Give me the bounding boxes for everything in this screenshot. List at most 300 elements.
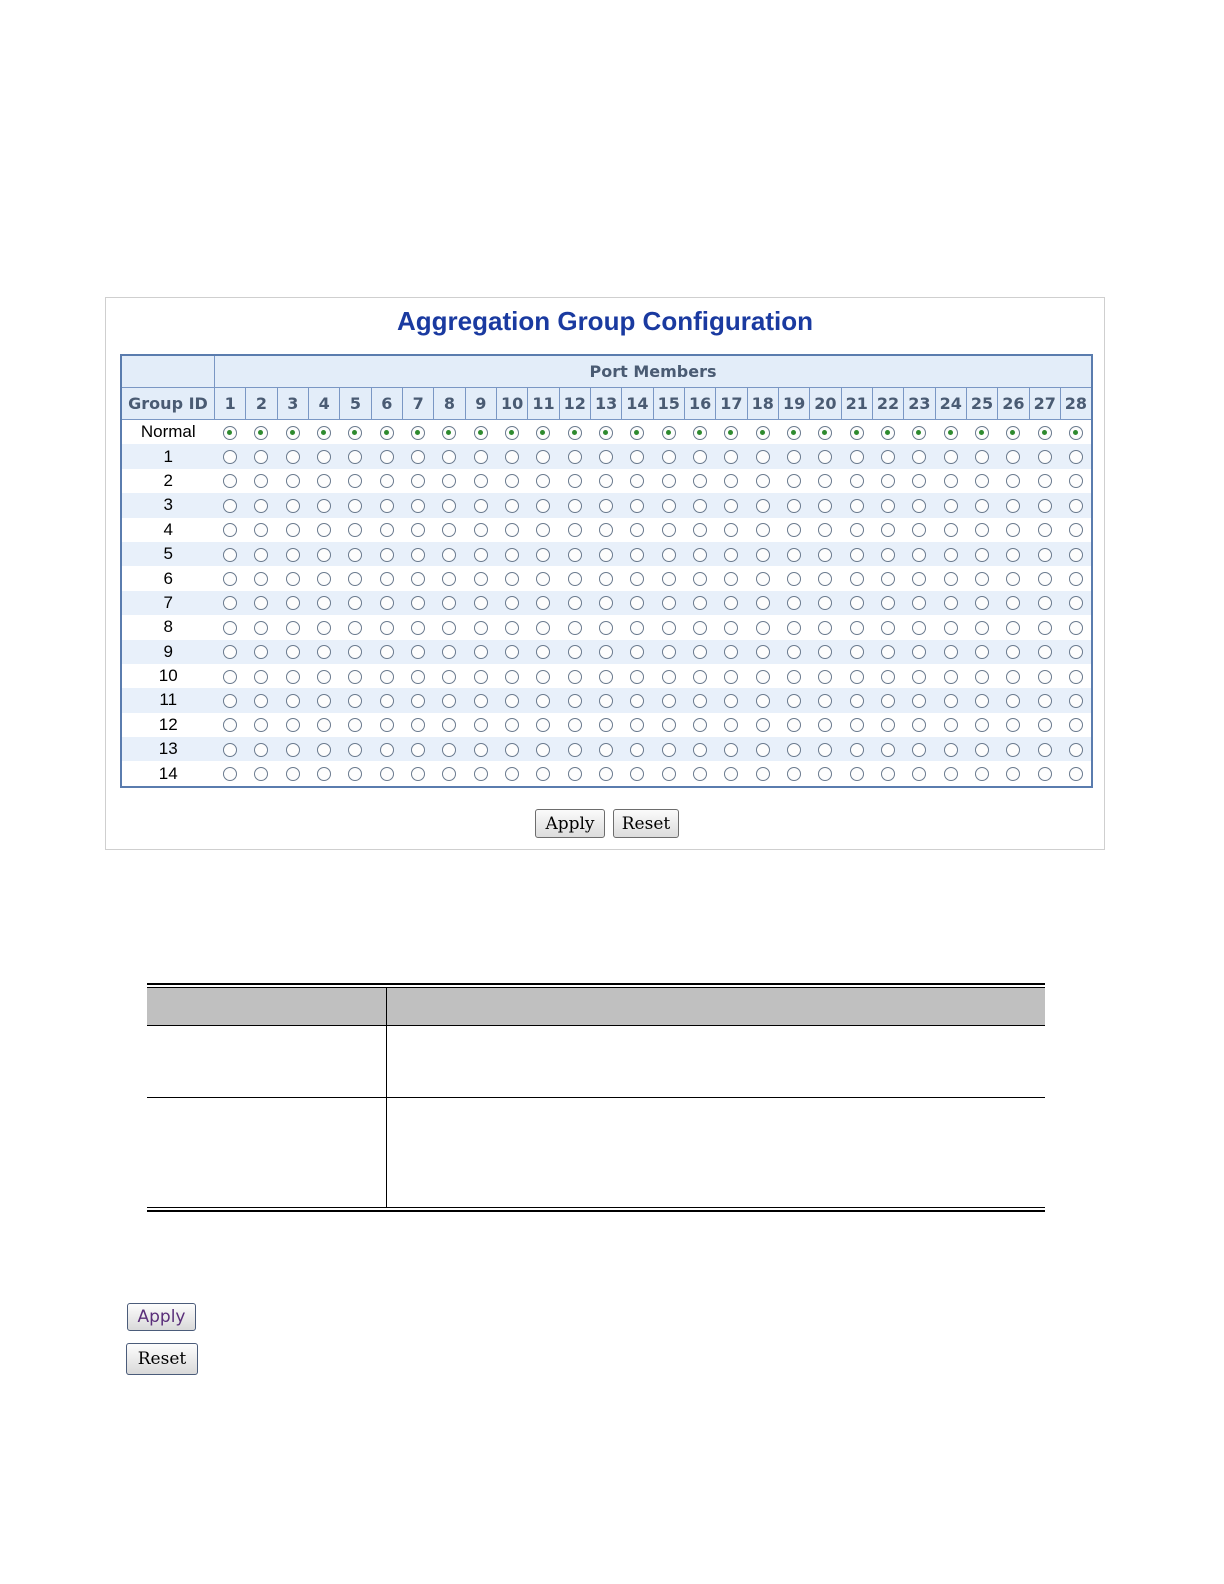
apply-button[interactable]: Apply <box>535 809 605 838</box>
port-radio[interactable] <box>724 548 738 562</box>
port-radio[interactable] <box>348 670 362 684</box>
port-radio[interactable] <box>1069 572 1083 586</box>
port-radio[interactable] <box>599 450 613 464</box>
port-radio[interactable] <box>348 743 362 757</box>
port-radio[interactable] <box>662 572 676 586</box>
port-radio[interactable] <box>380 718 394 732</box>
port-radio[interactable] <box>1038 572 1052 586</box>
reset-button[interactable]: Reset <box>613 809 679 838</box>
port-radio[interactable] <box>1038 718 1052 732</box>
port-radio[interactable] <box>411 694 425 708</box>
port-radio[interactable] <box>756 572 770 586</box>
port-radio[interactable] <box>881 499 895 513</box>
port-radio[interactable] <box>317 596 331 610</box>
port-radio[interactable] <box>944 572 958 586</box>
port-radio[interactable] <box>599 670 613 684</box>
port-radio[interactable] <box>818 426 832 440</box>
port-radio[interactable] <box>474 548 488 562</box>
port-radio[interactable] <box>881 645 895 659</box>
port-radio[interactable] <box>787 645 801 659</box>
port-radio[interactable] <box>850 718 864 732</box>
port-radio[interactable] <box>1069 718 1083 732</box>
port-radio[interactable] <box>599 596 613 610</box>
port-radio[interactable] <box>787 499 801 513</box>
port-radio[interactable] <box>254 499 268 513</box>
port-radio[interactable] <box>756 426 770 440</box>
port-radio[interactable] <box>536 572 550 586</box>
port-radio[interactable] <box>881 548 895 562</box>
port-radio[interactable] <box>568 426 582 440</box>
port-radio[interactable] <box>380 743 394 757</box>
port-radio[interactable] <box>1069 523 1083 537</box>
port-radio[interactable] <box>1038 499 1052 513</box>
port-radio[interactable] <box>254 572 268 586</box>
port-radio[interactable] <box>912 572 926 586</box>
port-radio[interactable] <box>1069 670 1083 684</box>
port-radio[interactable] <box>881 426 895 440</box>
port-radio[interactable] <box>662 743 676 757</box>
port-radio[interactable] <box>536 694 550 708</box>
port-radio[interactable] <box>411 670 425 684</box>
port-radio[interactable] <box>787 694 801 708</box>
port-radio[interactable] <box>536 718 550 732</box>
port-radio[interactable] <box>223 474 237 488</box>
port-radio[interactable] <box>442 670 456 684</box>
port-radio[interactable] <box>724 621 738 635</box>
port-radio[interactable] <box>912 523 926 537</box>
port-radio[interactable] <box>1038 621 1052 635</box>
port-radio[interactable] <box>536 499 550 513</box>
port-radio[interactable] <box>536 670 550 684</box>
port-radio[interactable] <box>317 718 331 732</box>
port-radio[interactable] <box>348 694 362 708</box>
port-radio[interactable] <box>724 499 738 513</box>
port-radio[interactable] <box>818 548 832 562</box>
port-radio[interactable] <box>286 743 300 757</box>
port-radio[interactable] <box>442 474 456 488</box>
port-radio[interactable] <box>568 474 582 488</box>
port-radio[interactable] <box>317 670 331 684</box>
port-radio[interactable] <box>1069 499 1083 513</box>
port-radio[interactable] <box>693 426 707 440</box>
port-radio[interactable] <box>286 499 300 513</box>
port-radio[interactable] <box>912 767 926 781</box>
port-radio[interactable] <box>1069 450 1083 464</box>
port-radio[interactable] <box>756 523 770 537</box>
port-radio[interactable] <box>568 718 582 732</box>
port-radio[interactable] <box>912 670 926 684</box>
port-radio[interactable] <box>568 670 582 684</box>
port-radio[interactable] <box>380 523 394 537</box>
port-radio[interactable] <box>474 474 488 488</box>
port-radio[interactable] <box>286 621 300 635</box>
port-radio[interactable] <box>756 450 770 464</box>
port-radio[interactable] <box>474 450 488 464</box>
port-radio[interactable] <box>411 718 425 732</box>
port-radio[interactable] <box>662 426 676 440</box>
port-radio[interactable] <box>505 450 519 464</box>
port-radio[interactable] <box>442 523 456 537</box>
port-radio[interactable] <box>975 499 989 513</box>
port-radio[interactable] <box>442 718 456 732</box>
port-radio[interactable] <box>474 596 488 610</box>
port-radio[interactable] <box>975 694 989 708</box>
port-radio[interactable] <box>442 572 456 586</box>
port-radio[interactable] <box>411 743 425 757</box>
port-radio[interactable] <box>505 621 519 635</box>
port-radio[interactable] <box>850 645 864 659</box>
port-radio[interactable] <box>724 767 738 781</box>
port-radio[interactable] <box>286 450 300 464</box>
port-radio[interactable] <box>536 523 550 537</box>
port-radio[interactable] <box>944 523 958 537</box>
port-radio[interactable] <box>568 621 582 635</box>
port-radio[interactable] <box>850 572 864 586</box>
port-radio[interactable] <box>1006 450 1020 464</box>
port-radio[interactable] <box>411 572 425 586</box>
port-radio[interactable] <box>756 767 770 781</box>
port-radio[interactable] <box>787 621 801 635</box>
port-radio[interactable] <box>975 474 989 488</box>
port-radio[interactable] <box>850 474 864 488</box>
port-radio[interactable] <box>850 499 864 513</box>
port-radio[interactable] <box>599 572 613 586</box>
port-radio[interactable] <box>568 767 582 781</box>
port-radio[interactable] <box>630 718 644 732</box>
port-radio[interactable] <box>317 767 331 781</box>
port-radio[interactable] <box>411 523 425 537</box>
port-radio[interactable] <box>536 596 550 610</box>
port-radio[interactable] <box>317 450 331 464</box>
port-radio[interactable] <box>254 670 268 684</box>
port-radio[interactable] <box>1069 743 1083 757</box>
port-radio[interactable] <box>912 426 926 440</box>
port-radio[interactable] <box>348 426 362 440</box>
port-radio[interactable] <box>662 767 676 781</box>
port-radio[interactable] <box>724 474 738 488</box>
port-radio[interactable] <box>1006 767 1020 781</box>
port-radio[interactable] <box>411 499 425 513</box>
port-radio[interactable] <box>348 572 362 586</box>
port-radio[interactable] <box>630 621 644 635</box>
port-radio[interactable] <box>1069 426 1083 440</box>
port-radio[interactable] <box>693 694 707 708</box>
port-radio[interactable] <box>474 670 488 684</box>
port-radio[interactable] <box>1006 596 1020 610</box>
port-radio[interactable] <box>881 523 895 537</box>
port-radio[interactable] <box>850 767 864 781</box>
port-radio[interactable] <box>474 743 488 757</box>
port-radio[interactable] <box>223 767 237 781</box>
port-radio[interactable] <box>944 474 958 488</box>
port-radio[interactable] <box>944 670 958 684</box>
port-radio[interactable] <box>818 450 832 464</box>
port-radio[interactable] <box>317 621 331 635</box>
port-radio[interactable] <box>787 572 801 586</box>
port-radio[interactable] <box>254 450 268 464</box>
port-radio[interactable] <box>1069 474 1083 488</box>
port-radio[interactable] <box>693 572 707 586</box>
port-radio[interactable] <box>944 499 958 513</box>
port-radio[interactable] <box>756 645 770 659</box>
port-radio[interactable] <box>787 596 801 610</box>
port-radio[interactable] <box>568 499 582 513</box>
port-radio[interactable] <box>818 572 832 586</box>
port-radio[interactable] <box>411 450 425 464</box>
port-radio[interactable] <box>944 548 958 562</box>
port-radio[interactable] <box>756 743 770 757</box>
port-radio[interactable] <box>818 694 832 708</box>
port-radio[interactable] <box>380 474 394 488</box>
port-radio[interactable] <box>1069 621 1083 635</box>
port-radio[interactable] <box>1006 548 1020 562</box>
apply-button-legend[interactable]: Apply <box>127 1303 196 1331</box>
port-radio[interactable] <box>756 596 770 610</box>
port-radio[interactable] <box>850 548 864 562</box>
port-radio[interactable] <box>599 499 613 513</box>
port-radio[interactable] <box>630 767 644 781</box>
port-radio[interactable] <box>630 596 644 610</box>
port-radio[interactable] <box>1006 426 1020 440</box>
port-radio[interactable] <box>286 596 300 610</box>
port-radio[interactable] <box>850 743 864 757</box>
port-radio[interactable] <box>348 523 362 537</box>
port-radio[interactable] <box>505 596 519 610</box>
port-radio[interactable] <box>850 621 864 635</box>
port-radio[interactable] <box>317 474 331 488</box>
port-radio[interactable] <box>1006 670 1020 684</box>
port-radio[interactable] <box>599 426 613 440</box>
port-radio[interactable] <box>756 548 770 562</box>
port-radio[interactable] <box>254 645 268 659</box>
port-radio[interactable] <box>944 450 958 464</box>
port-radio[interactable] <box>505 523 519 537</box>
port-radio[interactable] <box>662 645 676 659</box>
port-radio[interactable] <box>223 548 237 562</box>
port-radio[interactable] <box>411 548 425 562</box>
port-radio[interactable] <box>380 645 394 659</box>
port-radio[interactable] <box>662 474 676 488</box>
port-radio[interactable] <box>223 694 237 708</box>
port-radio[interactable] <box>724 645 738 659</box>
port-radio[interactable] <box>254 767 268 781</box>
port-radio[interactable] <box>286 670 300 684</box>
port-radio[interactable] <box>254 523 268 537</box>
port-radio[interactable] <box>850 670 864 684</box>
port-radio[interactable] <box>223 450 237 464</box>
port-radio[interactable] <box>1038 450 1052 464</box>
port-radio[interactable] <box>536 621 550 635</box>
port-radio[interactable] <box>912 474 926 488</box>
port-radio[interactable] <box>724 743 738 757</box>
port-radio[interactable] <box>223 572 237 586</box>
port-radio[interactable] <box>348 718 362 732</box>
port-radio[interactable] <box>787 450 801 464</box>
port-radio[interactable] <box>756 621 770 635</box>
port-radio[interactable] <box>411 767 425 781</box>
port-radio[interactable] <box>254 596 268 610</box>
port-radio[interactable] <box>536 645 550 659</box>
port-radio[interactable] <box>630 499 644 513</box>
port-radio[interactable] <box>411 474 425 488</box>
port-radio[interactable] <box>568 743 582 757</box>
port-radio[interactable] <box>411 426 425 440</box>
port-radio[interactable] <box>474 767 488 781</box>
port-radio[interactable] <box>693 596 707 610</box>
port-radio[interactable] <box>850 596 864 610</box>
port-radio[interactable] <box>724 670 738 684</box>
port-radio[interactable] <box>474 645 488 659</box>
port-radio[interactable] <box>599 474 613 488</box>
port-radio[interactable] <box>286 767 300 781</box>
port-radio[interactable] <box>411 645 425 659</box>
port-radio[interactable] <box>505 645 519 659</box>
port-radio[interactable] <box>317 572 331 586</box>
port-radio[interactable] <box>944 767 958 781</box>
port-radio[interactable] <box>254 621 268 635</box>
port-radio[interactable] <box>975 645 989 659</box>
port-radio[interactable] <box>850 426 864 440</box>
port-radio[interactable] <box>348 474 362 488</box>
port-radio[interactable] <box>505 499 519 513</box>
port-radio[interactable] <box>380 670 394 684</box>
port-radio[interactable] <box>223 718 237 732</box>
port-radio[interactable] <box>317 645 331 659</box>
port-radio[interactable] <box>1069 767 1083 781</box>
port-radio[interactable] <box>1038 474 1052 488</box>
port-radio[interactable] <box>693 450 707 464</box>
port-radio[interactable] <box>254 694 268 708</box>
port-radio[interactable] <box>724 426 738 440</box>
port-radio[interactable] <box>693 670 707 684</box>
port-radio[interactable] <box>818 718 832 732</box>
port-radio[interactable] <box>568 548 582 562</box>
port-radio[interactable] <box>1038 767 1052 781</box>
port-radio[interactable] <box>474 499 488 513</box>
port-radio[interactable] <box>411 621 425 635</box>
port-radio[interactable] <box>380 694 394 708</box>
port-radio[interactable] <box>348 621 362 635</box>
port-radio[interactable] <box>724 718 738 732</box>
port-radio[interactable] <box>975 743 989 757</box>
port-radio[interactable] <box>442 548 456 562</box>
port-radio[interactable] <box>756 694 770 708</box>
port-radio[interactable] <box>818 645 832 659</box>
port-radio[interactable] <box>505 694 519 708</box>
port-radio[interactable] <box>662 548 676 562</box>
port-radio[interactable] <box>630 548 644 562</box>
port-radio[interactable] <box>536 767 550 781</box>
port-radio[interactable] <box>912 718 926 732</box>
port-radio[interactable] <box>223 645 237 659</box>
port-radio[interactable] <box>944 596 958 610</box>
port-radio[interactable] <box>1006 621 1020 635</box>
port-radio[interactable] <box>1069 645 1083 659</box>
port-radio[interactable] <box>1038 743 1052 757</box>
port-radio[interactable] <box>286 474 300 488</box>
port-radio[interactable] <box>1006 572 1020 586</box>
port-radio[interactable] <box>223 426 237 440</box>
port-radio[interactable] <box>599 718 613 732</box>
port-radio[interactable] <box>223 670 237 684</box>
port-radio[interactable] <box>380 548 394 562</box>
port-radio[interactable] <box>787 523 801 537</box>
port-radio[interactable] <box>630 523 644 537</box>
port-radio[interactable] <box>881 621 895 635</box>
port-radio[interactable] <box>912 621 926 635</box>
port-radio[interactable] <box>348 499 362 513</box>
port-radio[interactable] <box>1006 499 1020 513</box>
port-radio[interactable] <box>536 450 550 464</box>
port-radio[interactable] <box>693 474 707 488</box>
port-radio[interactable] <box>286 645 300 659</box>
port-radio[interactable] <box>442 621 456 635</box>
port-radio[interactable] <box>254 474 268 488</box>
port-radio[interactable] <box>818 621 832 635</box>
port-radio[interactable] <box>630 670 644 684</box>
port-radio[interactable] <box>286 718 300 732</box>
port-radio[interactable] <box>944 426 958 440</box>
port-radio[interactable] <box>724 694 738 708</box>
port-radio[interactable] <box>1069 694 1083 708</box>
port-radio[interactable] <box>1006 718 1020 732</box>
port-radio[interactable] <box>348 548 362 562</box>
port-radio[interactable] <box>599 694 613 708</box>
port-radio[interactable] <box>818 743 832 757</box>
port-radio[interactable] <box>881 450 895 464</box>
port-radio[interactable] <box>662 450 676 464</box>
port-radio[interactable] <box>536 426 550 440</box>
port-radio[interactable] <box>881 572 895 586</box>
port-radio[interactable] <box>881 694 895 708</box>
port-radio[interactable] <box>850 450 864 464</box>
port-radio[interactable] <box>1038 548 1052 562</box>
port-radio[interactable] <box>317 548 331 562</box>
port-radio[interactable] <box>1038 645 1052 659</box>
port-radio[interactable] <box>693 645 707 659</box>
port-radio[interactable] <box>411 596 425 610</box>
port-radio[interactable] <box>1006 474 1020 488</box>
port-radio[interactable] <box>254 426 268 440</box>
port-radio[interactable] <box>254 743 268 757</box>
port-radio[interactable] <box>505 743 519 757</box>
port-radio[interactable] <box>662 596 676 610</box>
port-radio[interactable] <box>662 718 676 732</box>
port-radio[interactable] <box>630 572 644 586</box>
port-radio[interactable] <box>1006 645 1020 659</box>
port-radio[interactable] <box>317 694 331 708</box>
port-radio[interactable] <box>474 523 488 537</box>
port-radio[interactable] <box>442 694 456 708</box>
port-radio[interactable] <box>505 718 519 732</box>
port-radio[interactable] <box>693 621 707 635</box>
port-radio[interactable] <box>724 450 738 464</box>
port-radio[interactable] <box>756 474 770 488</box>
port-radio[interactable] <box>505 426 519 440</box>
port-radio[interactable] <box>348 645 362 659</box>
port-radio[interactable] <box>881 670 895 684</box>
port-radio[interactable] <box>599 645 613 659</box>
port-radio[interactable] <box>286 572 300 586</box>
port-radio[interactable] <box>912 645 926 659</box>
port-radio[interactable] <box>317 426 331 440</box>
port-radio[interactable] <box>881 596 895 610</box>
port-radio[interactable] <box>442 596 456 610</box>
port-radio[interactable] <box>599 523 613 537</box>
port-radio[interactable] <box>223 499 237 513</box>
port-radio[interactable] <box>975 621 989 635</box>
port-radio[interactable] <box>599 743 613 757</box>
